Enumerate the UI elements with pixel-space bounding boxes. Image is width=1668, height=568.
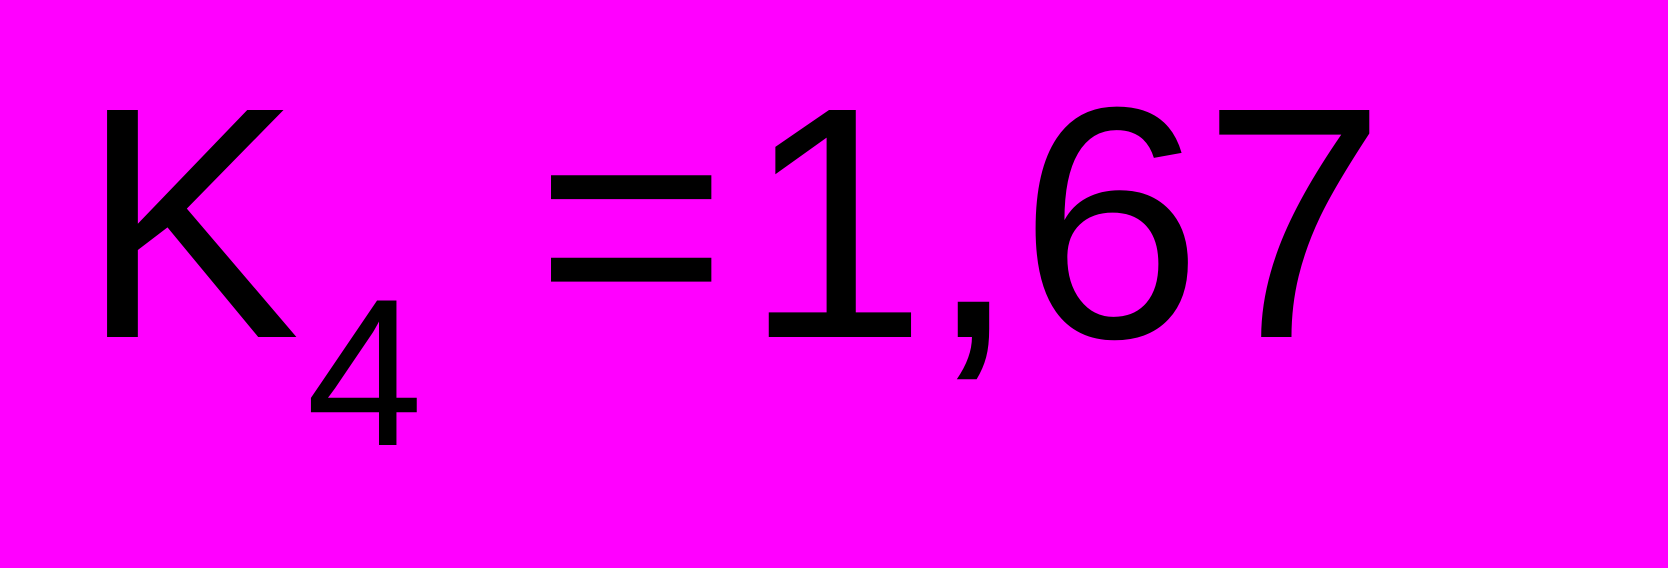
equals-sign: = [534, 38, 728, 407]
equation-variable: K [80, 38, 301, 407]
equation-value: 1,67 [743, 38, 1386, 407]
equation-subscript: 4 [306, 255, 423, 490]
equation [80, 38, 1386, 490]
